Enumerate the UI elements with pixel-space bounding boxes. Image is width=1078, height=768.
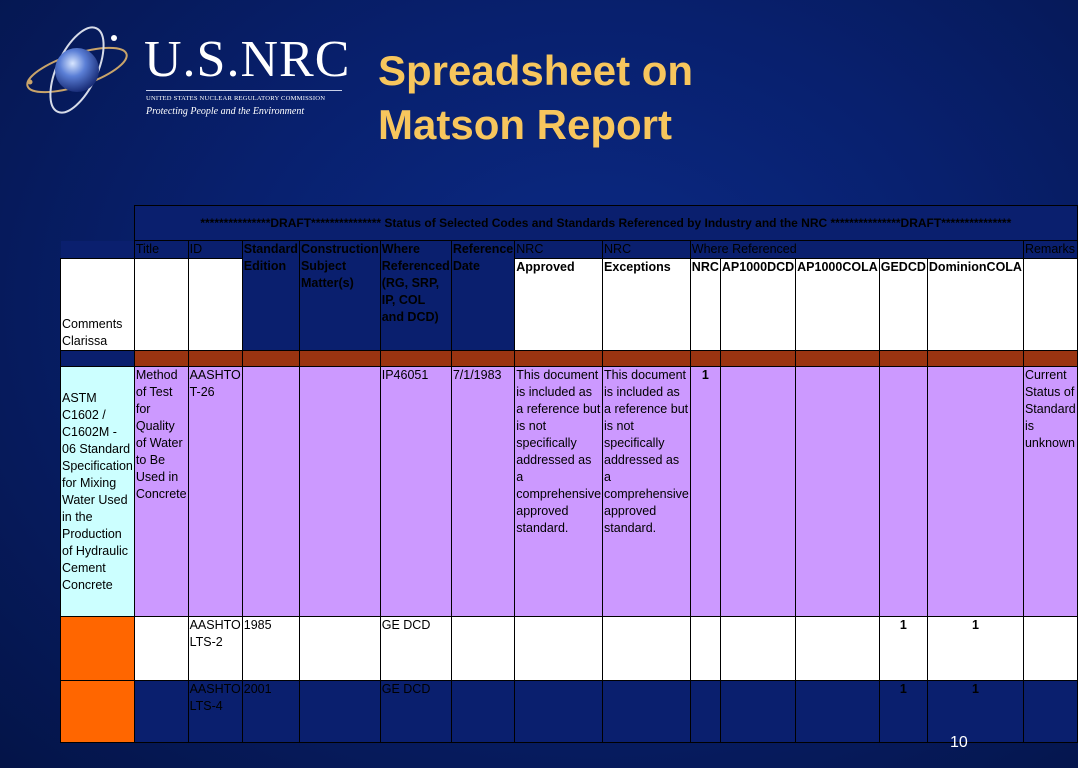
- cell-remarks: [1023, 617, 1077, 681]
- cell-approved: This document is included as a reference but is not specifically addressed as a comprehensive approved standard.: [515, 367, 603, 617]
- separator-cell: [451, 351, 514, 367]
- separator-cell: [879, 351, 927, 367]
- header-construction-subject: Construction Subject Matter(s): [299, 241, 380, 351]
- cell-exceptions: [603, 681, 691, 743]
- cell-ge-dcd: 1: [879, 617, 927, 681]
- separator-cell: [927, 351, 1023, 367]
- cell-where: IP46051: [380, 367, 451, 617]
- table-row: [61, 367, 1078, 617]
- cell-ge-dcd: [879, 367, 927, 617]
- header-sub-ap1000-cola: AP1000COLA: [796, 259, 880, 351]
- separator-cell: [603, 351, 691, 367]
- logo-subtitle: UNITED STATES NUCLEAR REGULATORY COMMISSION: [146, 95, 326, 102]
- cell-dominion-cola: 1: [927, 681, 1023, 743]
- cell-dominion-cola: 1: [927, 617, 1023, 681]
- logo-divider: [146, 90, 342, 91]
- separator-cell: [796, 351, 880, 367]
- separator-cell: [690, 351, 720, 367]
- cell-exceptions: This document is included as a reference but is not specifically addressed as a comprehensive approved standard.: [603, 367, 691, 617]
- separator-cell: [380, 351, 451, 367]
- spreadsheet-table: [60, 205, 1078, 743]
- row-left-label: [61, 681, 135, 743]
- table-row: [61, 617, 1078, 681]
- globe-orbit-icon: [22, 20, 132, 120]
- cell-nrc: [690, 617, 720, 681]
- slide-title-line2: Matson Report: [378, 101, 672, 148]
- cell-edition: [242, 367, 299, 617]
- header-nrc-exceptions-top: NRC: [603, 241, 691, 259]
- cell-ap-dcd: [720, 617, 795, 681]
- header-row: [61, 241, 1078, 259]
- row-left-label: [61, 617, 135, 681]
- empty-cell: [134, 259, 188, 351]
- cell-ap-dcd: [720, 367, 795, 617]
- cell-date: 7/1/1983: [451, 367, 514, 617]
- logo-tagline: Protecting People and the Environment: [146, 106, 305, 117]
- header-remarks: Remarks: [1023, 241, 1077, 259]
- comments-label: Comments Clarissa: [61, 259, 135, 351]
- header-reference-date: Reference Date: [451, 241, 514, 351]
- cell-subject: [299, 617, 380, 681]
- empty-cell: [188, 259, 242, 351]
- separator-cell: [1023, 351, 1077, 367]
- header-title: Title: [134, 241, 188, 259]
- empty-cell: [61, 206, 135, 241]
- cell-id: AASHTO LTS-2: [188, 617, 242, 681]
- cell-id: AASHTO T-26: [188, 367, 242, 617]
- subheader-row: [61, 259, 1078, 351]
- cell-remarks: [1023, 681, 1077, 743]
- page-number: 10: [950, 734, 968, 751]
- separator-cell: [134, 351, 188, 367]
- cell-ap-cola: [796, 617, 880, 681]
- header-nrc-approved: Approved: [515, 259, 603, 351]
- separator-cell: [299, 351, 380, 367]
- header-where-referenced-group: Where Referenced: [690, 241, 1023, 259]
- header-nrc-exceptions: Exceptions: [603, 259, 691, 351]
- cell-where: GE DCD: [380, 617, 451, 681]
- empty-cell: [1023, 259, 1077, 351]
- cell-date: [451, 617, 514, 681]
- cell-exceptions: [603, 617, 691, 681]
- empty-cell: [61, 351, 135, 367]
- cell-dominion-cola: [927, 367, 1023, 617]
- cell-title: [134, 681, 188, 743]
- separator-cell: [188, 351, 242, 367]
- cell-approved: [515, 681, 603, 743]
- separator-cell: [515, 351, 603, 367]
- cell-ap-cola: [796, 367, 880, 617]
- separator-cell: [242, 351, 299, 367]
- cell-nrc: [690, 681, 720, 743]
- header-sub-nrc: NRC: [690, 259, 720, 351]
- cell-subject: [299, 681, 380, 743]
- cell-date: [451, 681, 514, 743]
- header-sub-ge-dcd: GEDCD: [879, 259, 927, 351]
- logo-wordmark: U.S.NRC: [144, 31, 351, 88]
- cell-ap-dcd: [720, 681, 795, 743]
- cell-ge-dcd: 1: [879, 681, 927, 743]
- cell-edition: 1985: [242, 617, 299, 681]
- slide-title-line1: Spreadsheet on: [378, 47, 694, 94]
- cell-title: [134, 617, 188, 681]
- header-id: ID: [188, 241, 242, 259]
- slide-title: [378, 44, 798, 152]
- separator-cell: [720, 351, 795, 367]
- empty-cell: [61, 241, 135, 259]
- cell-nrc: 1: [690, 367, 720, 617]
- header-where-referenced: Where Referenced (RG, SRP, IP, COL and DCD): [380, 241, 451, 351]
- header-standard-edition: Standard Edition: [242, 241, 299, 351]
- banner-row: [61, 206, 1078, 241]
- row-left-label: ASTM C1602 / C1602M - 06 Standard Specification for Mixing Water Used in the Production of Hydraulic Cement Concrete: [61, 367, 135, 617]
- table-banner: ***************DRAFT*************** Status of Selected Codes and Standards Referenced by Industry and the NRC ***************DRAFT***************: [134, 206, 1077, 241]
- cell-title: Method of Test for Quality of Water to Be Used in Concrete: [134, 367, 188, 617]
- cell-remarks: Current Status of Standard is unknown: [1023, 367, 1077, 617]
- cell-where: GE DCD: [380, 681, 451, 743]
- header-sub-ap1000-dcd: AP1000DCD: [720, 259, 795, 351]
- cell-approved: [515, 617, 603, 681]
- spreadsheet: [60, 205, 1078, 743]
- cell-subject: [299, 367, 380, 617]
- cell-ap-cola: [796, 681, 880, 743]
- header-nrc-approved-top: NRC: [515, 241, 603, 259]
- header-sub-dominion-cola: DominionCOLA: [927, 259, 1023, 351]
- cell-id: AASHTO LTS-4: [188, 681, 242, 743]
- nrc-logo: [22, 20, 351, 120]
- table-row: [61, 681, 1078, 743]
- cell-edition: 2001: [242, 681, 299, 743]
- separator-row: [61, 351, 1078, 367]
